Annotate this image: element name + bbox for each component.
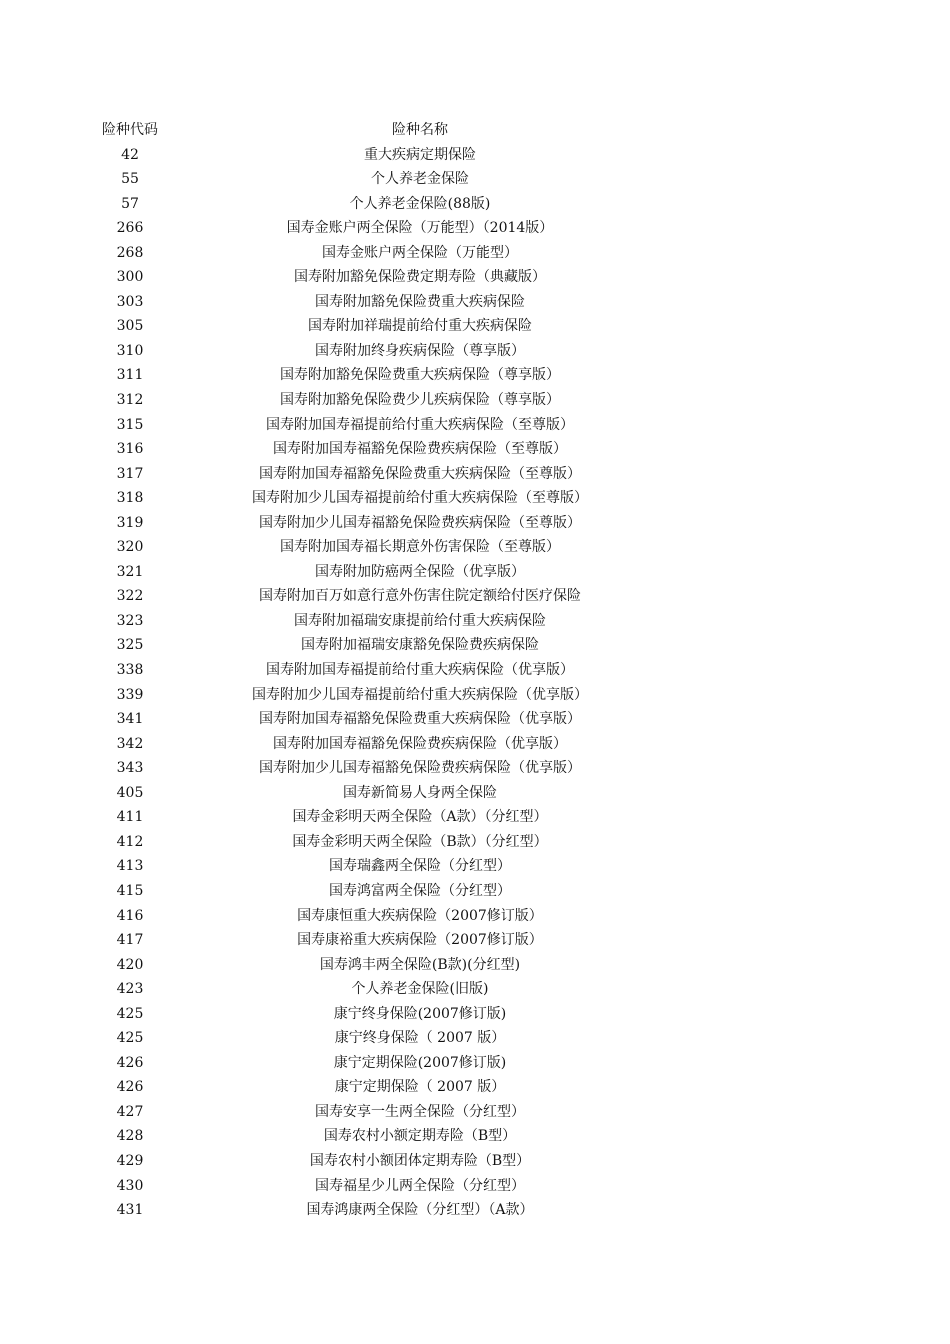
table-row (0, 1198, 950, 1223)
product-name-cell: 国寿附加国寿福豁免保险费重大疾病保险（至尊版） (259, 465, 581, 482)
product-name-cell: 国寿附加豁免保险费重大疾病保险（尊享版） (280, 367, 560, 384)
product-name-cell: 康宁定期保险（ 2007 版） (334, 1079, 506, 1096)
product-code-cell: 325 (116, 637, 144, 654)
product-name-cell: 国寿鸿康两全保险（分红型）（A款） (306, 1202, 534, 1219)
table-row (0, 854, 950, 879)
product-code-cell: 428 (116, 1128, 144, 1145)
table-row (0, 879, 950, 904)
product-code-cell: 415 (116, 882, 144, 899)
table-header-row (0, 118, 950, 143)
product-code-cell: 305 (116, 318, 144, 335)
table-row (0, 756, 950, 781)
table-row (0, 560, 950, 585)
product-name-cell: 国寿康裕重大疾病保险（2007修订版） (297, 932, 543, 949)
product-code-cell: 339 (116, 686, 144, 703)
product-code-cell: 427 (116, 1103, 144, 1120)
product-name-cell: 国寿附加国寿福豁免保险费疾病保险（至尊版） (273, 441, 567, 458)
product-code-cell: 317 (116, 465, 144, 482)
product-name-cell: 个人养老金保险(88版) (349, 195, 491, 212)
table-body (0, 143, 950, 1223)
table-row (0, 781, 950, 806)
product-code-cell: 315 (116, 416, 144, 433)
product-code-cell: 300 (116, 269, 144, 286)
product-code-cell: 342 (116, 735, 144, 752)
product-code-cell: 266 (116, 220, 144, 237)
product-code-cell: 268 (116, 244, 144, 261)
product-code-cell: 426 (116, 1079, 144, 1096)
table-row (0, 167, 950, 192)
insurance-product-table (0, 118, 950, 1223)
product-code-cell: 426 (116, 1054, 144, 1071)
product-name-cell: 国寿金彩明天两全保险（B款）（分红型） (292, 833, 548, 850)
product-code-cell: 425 (116, 1005, 144, 1022)
table-row (0, 486, 950, 511)
table-row (0, 904, 950, 929)
product-name-cell: 国寿附加少儿国寿福提前给付重大疾病保险（至尊版） (252, 490, 588, 507)
product-code-cell: 311 (116, 367, 144, 384)
product-code-cell: 411 (116, 809, 144, 826)
table-row (0, 535, 950, 560)
product-name-cell: 国寿附加福瑞安康提前给付重大疾病保险 (294, 612, 546, 629)
table-row (0, 633, 950, 658)
product-name-cell: 国寿附加少儿国寿福提前给付重大疾病保险（优享版） (252, 686, 588, 703)
product-code-cell: 430 (116, 1177, 144, 1194)
table-row (0, 511, 950, 536)
product-code-cell: 417 (116, 932, 144, 949)
product-code-cell: 429 (116, 1152, 144, 1169)
product-code-cell: 316 (116, 441, 144, 458)
product-code-cell: 318 (116, 490, 144, 507)
table-row (0, 192, 950, 217)
table-row (0, 1002, 950, 1027)
table-row (0, 388, 950, 413)
product-name-cell: 国寿附加福瑞安康豁免保险费疾病保险 (301, 637, 539, 654)
product-code-cell: 405 (116, 784, 144, 801)
product-name-cell: 国寿附加祥瑞提前给付重大疾病保险 (308, 318, 532, 335)
product-code-cell: 412 (116, 833, 144, 850)
product-name-cell: 国寿鸿富两全保险（分红型） (329, 882, 511, 899)
table-row (0, 1026, 950, 1051)
table-row (0, 683, 950, 708)
product-code-cell: 343 (116, 760, 144, 777)
product-name-cell: 国寿附加豁免保险费定期寿险（典藏版） (294, 269, 546, 286)
table-row (0, 732, 950, 757)
product-name-cell: 国寿安享一生两全保险（分红型） (315, 1103, 525, 1120)
product-code-cell: 320 (116, 539, 144, 556)
table-row (0, 707, 950, 732)
product-code-cell: 312 (116, 392, 144, 409)
table-row (0, 977, 950, 1002)
table-row (0, 462, 950, 487)
product-name-cell: 国寿附加终身疾病保险（尊享版） (315, 342, 525, 359)
product-name-cell: 国寿康恒重大疾病保险（2007修订版） (297, 907, 543, 924)
table-row (0, 658, 950, 683)
table-row (0, 290, 950, 315)
product-code-cell: 55 (121, 171, 139, 188)
product-name-cell: 国寿附加少儿国寿福豁免保险费疾病保险（优享版） (259, 760, 581, 777)
product-code-cell: 323 (116, 612, 144, 629)
table-row (0, 216, 950, 241)
product-name-cell: 个人养老金保险 (371, 171, 469, 188)
product-name-cell: 个人养老金保险(旧版) (351, 981, 489, 998)
product-name-cell: 国寿福星少儿两全保险（分红型） (315, 1177, 525, 1194)
product-code-cell: 425 (116, 1030, 144, 1047)
table-row (0, 413, 950, 438)
table-row (0, 1174, 950, 1199)
product-name-cell: 国寿附加国寿福长期意外伤害保险（至尊版） (280, 539, 560, 556)
table-row (0, 265, 950, 290)
table-row (0, 928, 950, 953)
table-row (0, 1100, 950, 1125)
product-code-cell: 431 (116, 1202, 144, 1219)
table-row (0, 1149, 950, 1174)
table-row (0, 363, 950, 388)
product-code-cell: 303 (116, 293, 144, 310)
product-code-cell: 341 (116, 711, 144, 728)
table-row (0, 953, 950, 978)
product-code-cell: 319 (116, 514, 144, 531)
product-name-cell: 国寿附加防癌两全保险（优享版） (315, 563, 525, 580)
product-name-cell: 国寿金账户两全保险（万能型）（2014版） (286, 220, 554, 237)
product-code-cell: 57 (121, 195, 139, 212)
product-name-cell: 国寿附加国寿福提前给付重大疾病保险（优享版） (266, 662, 574, 679)
product-name-cell: 重大疾病定期保险 (364, 146, 476, 163)
product-name-cell: 国寿附加国寿福豁免保险费疾病保险（优享版） (273, 735, 567, 752)
table-row (0, 1051, 950, 1076)
table-row (0, 1075, 950, 1100)
product-code-cell: 310 (116, 342, 144, 359)
product-name-cell: 国寿附加豁免保险费重大疾病保险 (315, 293, 525, 310)
product-code-cell: 338 (116, 662, 144, 679)
product-name-cell: 国寿农村小额定期寿险（B型） (323, 1128, 517, 1145)
product-code-cell: 321 (116, 563, 144, 580)
table-row (0, 805, 950, 830)
product-name-cell: 国寿附加百万如意行意外伤害住院定额给付医疗保险 (259, 588, 581, 605)
product-code-cell: 42 (121, 146, 139, 163)
product-name-cell: 国寿附加国寿福提前给付重大疾病保险（至尊版） (266, 416, 574, 433)
product-code-cell: 322 (116, 588, 144, 605)
product-name-cell: 国寿附加豁免保险费少儿疾病保险（尊享版） (280, 392, 560, 409)
product-name-cell: 国寿农村小额团体定期寿险（B型） (309, 1152, 531, 1169)
table-row (0, 314, 950, 339)
product-code-cell: 420 (116, 956, 144, 973)
product-name-cell: 康宁终身保险（ 2007 版） (334, 1030, 506, 1047)
table-row (0, 437, 950, 462)
product-code-cell: 416 (116, 907, 144, 924)
product-name-cell: 国寿瑞鑫两全保险（分红型） (329, 858, 511, 875)
table-row (0, 1124, 950, 1149)
product-name-cell: 国寿鸿丰两全保险(B款)(分红型) (319, 956, 521, 973)
product-code-cell: 413 (116, 858, 144, 875)
product-name-cell: 康宁定期保险(2007修订版) (333, 1054, 507, 1071)
header-name: 险种名称 (392, 122, 448, 138)
product-name-cell: 国寿附加国寿福豁免保险费重大疾病保险（优享版） (259, 711, 581, 728)
product-name-cell: 康宁终身保险(2007修订版) (333, 1005, 507, 1022)
product-name-cell: 国寿金账户两全保险（万能型） (322, 244, 518, 261)
table-row (0, 609, 950, 634)
table-row (0, 241, 950, 266)
header-code: 险种代码 (102, 122, 158, 138)
product-code-cell: 423 (116, 981, 144, 998)
table-row (0, 143, 950, 168)
product-name-cell: 国寿附加少儿国寿福豁免保险费疾病保险（至尊版） (259, 514, 581, 531)
table-row (0, 339, 950, 364)
table-row (0, 584, 950, 609)
product-name-cell: 国寿金彩明天两全保险（A款）（分红型） (292, 809, 548, 826)
product-name-cell: 国寿新简易人身两全保险 (343, 784, 497, 801)
table-row (0, 830, 950, 855)
